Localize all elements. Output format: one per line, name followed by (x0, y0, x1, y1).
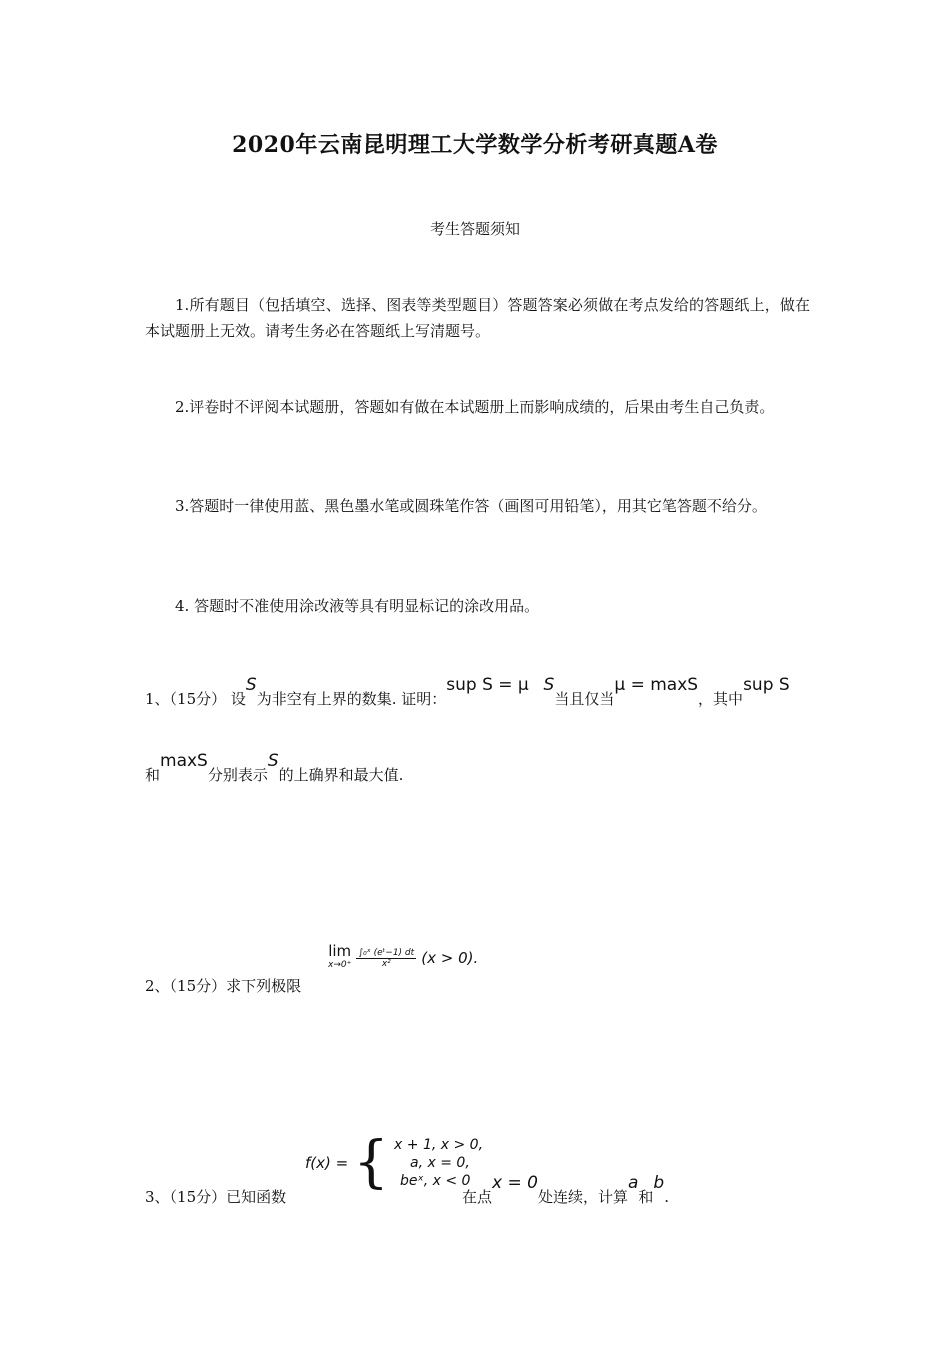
question-2 (145, 975, 301, 996)
var-b: b (653, 1173, 665, 1193)
case-1: x + 1, x > 0, (394, 1137, 484, 1153)
lim-subscript: x→0⁺ (328, 960, 352, 970)
q1-text: 分别表示 (207, 766, 268, 784)
q1-text: 和 (145, 766, 161, 784)
max-S-formula: maxS (160, 751, 208, 771)
lim-operator: lim (328, 942, 352, 960)
sup-equals-mu-formula: sup S = μ (446, 675, 529, 695)
piecewise-function (305, 1130, 484, 1195)
q1-text: 当且仅当 (554, 690, 615, 708)
q3-text: 在点 (462, 1188, 493, 1206)
set-S-symbol: S (543, 675, 555, 695)
fraction-denominator: x² (381, 958, 391, 969)
q2-prefix: 2、（15分）求下列极限 (145, 977, 302, 995)
notice-item: 4. 答题时不准使用涂改液等具有明显标记的涂改用品。 (175, 597, 540, 615)
notice-heading: 考生答题须知 (429, 220, 520, 238)
q3-text: 和 (638, 1188, 654, 1206)
var-a: a (627, 1173, 639, 1193)
sup-S-formula: sup S (743, 675, 790, 695)
case-2: a, x = 0, (410, 1155, 470, 1171)
limit-fraction (356, 948, 416, 969)
notice-item: 2.评卷时不评阅本试题册，答题如有做在本试题册上而影响成绩的，后果由考生自己负责。 (175, 398, 775, 416)
f-of-x: f(x) = (305, 1154, 349, 1172)
mu-equals-max-formula: μ = maxS (614, 675, 699, 695)
q1-prefix: 1、（15分） 设 (145, 690, 246, 708)
question-1-line-2 (145, 751, 404, 785)
q1-text: 为非空有上界的数集. 证明： (256, 690, 447, 708)
q3-text: 处连续，计算 (537, 1188, 628, 1206)
notice-item: 3.答题时一律使用蓝、黑色墨水笔或圆珠笔作答（画图可用铅笔），用其它笔答题不给分。 (175, 497, 767, 515)
left-brace: { (353, 1130, 389, 1195)
page-title: 2020年云南昆明理工大学数学分析考研真题A卷 (232, 132, 718, 158)
q1-text: 的上确界和最大值. (278, 766, 404, 784)
question-1-line-1 (145, 675, 790, 709)
question-3-prefix: 3、（15分）已知函数 (145, 1188, 287, 1206)
notice-item: 1.所有题目（包括填空、选择、图表等类型题目）答题答案必须做在考点发给的答题纸上，做在本试题册上无效。请考生务必在答题纸上写清题号。 (145, 296, 810, 340)
piecewise-cases (394, 1136, 483, 1190)
question-3-text (462, 1173, 669, 1207)
x-equals-zero: x = 0 (492, 1173, 538, 1193)
fraction-numerator: ∫₀ˣ (eᵗ−1) dt (358, 947, 415, 958)
limit-condition: (x > 0). (421, 949, 479, 967)
limit-formula (328, 944, 478, 972)
set-S-symbol: S (267, 751, 279, 771)
q3-text: . (664, 1188, 669, 1206)
set-S-symbol: S (245, 675, 257, 695)
case-3: beˣ, x < 0 (400, 1173, 471, 1189)
q1-text: ，其中 (698, 690, 744, 708)
